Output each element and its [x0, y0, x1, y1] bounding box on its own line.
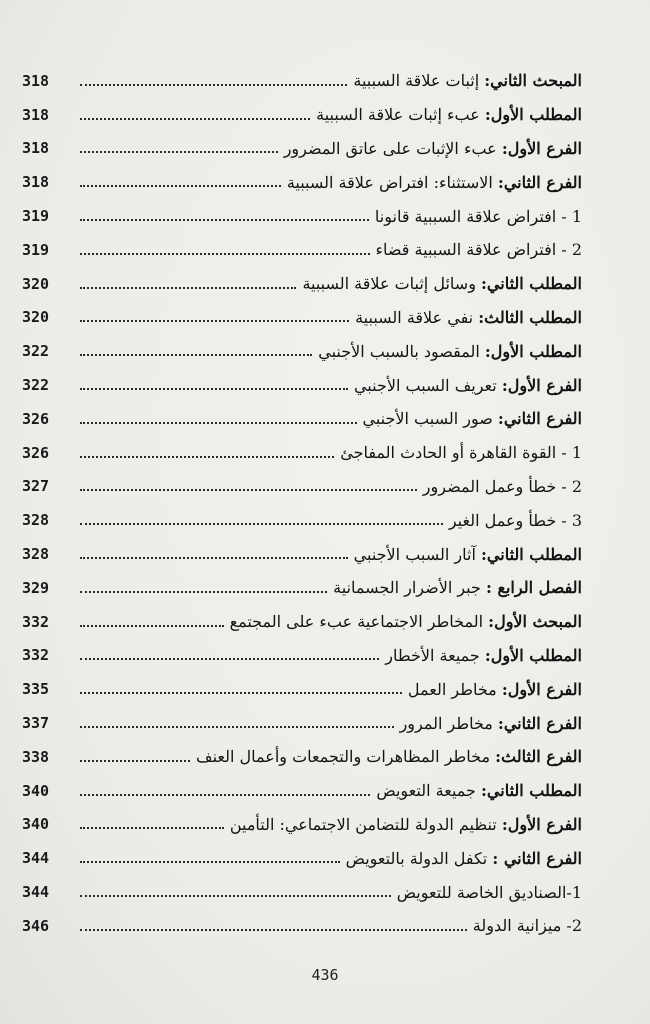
toc-entry-text [230, 612, 582, 631]
toc-entry-label: الفرع الأول: [501, 138, 582, 158]
dot-leader [80, 658, 379, 660]
toc-entry-title: جبر الأضرار الجسمانية [333, 578, 486, 598]
toc-entry-label: الفرع الأول: [501, 679, 582, 699]
toc-entry-text [376, 781, 582, 800]
toc-entry-title: جميعة التعويض [376, 781, 481, 801]
toc-entry-label: الفرع الثالث: [495, 747, 582, 767]
toc-entry-title: 2 - خطأ وعمل المضرور [422, 476, 582, 496]
toc-entry-title: إثبات علاقة السببية [353, 71, 485, 91]
toc-entry-title: مخاطر العمل [407, 679, 502, 699]
toc-entry-label: الفرع الثاني: [497, 713, 582, 733]
toc-entry [22, 267, 582, 301]
toc-entry-title: 1 - القوة القاهرة أو الحادث المفاجئ [340, 443, 582, 463]
toc-entry-text [302, 274, 582, 293]
toc-entry [22, 503, 582, 537]
dot-leader [80, 185, 281, 187]
toc-page-number: 327 [22, 477, 50, 496]
toc-entry-text [354, 376, 582, 395]
toc-entry-title: 1-الصناديق الخاصة للتعويض [396, 882, 582, 902]
toc-entry-text [375, 207, 582, 226]
toc-entry-text [408, 680, 582, 699]
toc-entry-title: المخاطر الاجتماعية عبء على المجتمع [229, 612, 489, 632]
toc-entry-title: نفي علاقة السببية [355, 307, 479, 327]
toc-page-number: 346 [22, 916, 50, 935]
toc-page-number: 340 [22, 781, 50, 800]
toc-entry [22, 909, 582, 943]
toc-entry-title: 2 - افتراض علاقة السببية قضاء [375, 240, 582, 260]
toc-entry-text [318, 342, 582, 361]
toc-entry-text [353, 71, 582, 90]
dot-leader [80, 422, 357, 424]
dot-leader [80, 84, 347, 86]
dot-leader [80, 354, 312, 356]
toc-entry [22, 639, 582, 673]
dot-leader [80, 861, 340, 863]
toc-page-number: 318 [22, 71, 50, 90]
dot-leader [80, 557, 348, 559]
toc-entry-text [376, 240, 582, 259]
toc-entry-text [346, 849, 582, 868]
toc-entry [22, 605, 582, 639]
dot-leader [80, 794, 370, 796]
toc-entry-label: الفصل الرابع : [485, 578, 582, 598]
toc-page-number: 320 [22, 308, 50, 327]
toc-entry-label: المطلب الثاني: [481, 544, 582, 564]
toc-entry-label: المطلب الثالث: [478, 307, 582, 327]
dot-leader [80, 692, 402, 694]
toc-entry [22, 774, 582, 808]
dot-leader [80, 253, 370, 255]
toc-entry-text [423, 477, 582, 496]
toc-entry-title: تنظيم الدولة للتضامن الاجتماعي: التأمين [229, 814, 502, 834]
toc-entry [22, 537, 582, 571]
dot-leader [80, 929, 467, 931]
toc-entry-text [284, 139, 582, 158]
toc-entry-text [287, 173, 582, 192]
toc-entry [22, 132, 582, 166]
dot-leader [80, 726, 394, 728]
toc-entry-label: الفرع الأول: [501, 375, 582, 395]
dot-leader [80, 151, 278, 153]
toc-entry-text [230, 815, 582, 834]
dot-leader [80, 489, 417, 491]
dot-leader [80, 895, 391, 897]
toc-entry-label: المطلب الأول: [484, 105, 582, 125]
toc-page-number: 332 [22, 646, 50, 665]
toc-page-number: 329 [22, 578, 50, 597]
toc-entry [22, 301, 582, 335]
toc-entry [22, 571, 582, 605]
toc-entry [22, 470, 582, 504]
dot-leader [80, 591, 327, 593]
toc-page-number: 319 [22, 240, 50, 259]
dot-leader [80, 456, 334, 458]
toc-entry-label: الفرع الأول: [501, 814, 582, 834]
toc-entry [22, 368, 582, 402]
toc-entry-title: تكفل الدولة بالتعويض [345, 848, 493, 868]
toc-entry [22, 672, 582, 706]
toc-entry-title: 2- ميزانية الدولة [472, 916, 582, 936]
toc-entry-label: الفرع الثاني : [492, 848, 582, 868]
dot-leader [80, 760, 190, 762]
toc-entry-label: الفرع الثاني: [497, 172, 582, 192]
toc-entry [22, 98, 582, 132]
toc-entry-title: وسائل إثبات علاقة السببية [302, 274, 481, 294]
toc-entry-title: مخاطر المرور [399, 713, 498, 733]
toc-entry-text [473, 916, 582, 935]
toc-page-number: 328 [22, 545, 50, 564]
toc-entry-label: المطلب الأول: [484, 645, 582, 665]
toc-entry-title: مخاطر المظاهرات والتجمعات وأعمال العنف [196, 747, 496, 767]
toc-entry-label: المطلب الثاني: [481, 781, 582, 801]
toc-page-number: 344 [22, 849, 50, 868]
toc-entry [22, 875, 582, 909]
toc-page-number: 340 [22, 815, 50, 834]
toc-entry-text [385, 646, 582, 665]
toc-page-number: 326 [22, 443, 50, 462]
toc-page-number: 319 [22, 207, 50, 226]
toc-page-number: 326 [22, 409, 50, 428]
toc-page-number: 337 [22, 714, 50, 733]
toc-entry-text [400, 714, 582, 733]
dot-leader [80, 219, 369, 221]
toc-page-number: 332 [22, 612, 50, 631]
toc-entry [22, 841, 582, 875]
toc-entry-title: آثار السبب الأجنبي [353, 544, 481, 564]
dot-leader [80, 118, 310, 120]
toc-entry-title: صور السبب الأجنبي [362, 409, 498, 429]
toc-entry-label: المطلب الثاني: [481, 274, 582, 294]
page-number: 436 [311, 966, 339, 984]
toc-entry [22, 808, 582, 842]
toc-page-number: 318 [22, 173, 50, 192]
dot-leader [80, 287, 296, 289]
dot-leader [80, 625, 224, 627]
toc-entry [22, 436, 582, 470]
toc-page-number: 318 [22, 105, 50, 124]
toc-entry-text [397, 883, 582, 902]
toc-entry [22, 402, 582, 436]
toc-page-number: 344 [22, 883, 50, 902]
toc-page-number: 338 [22, 747, 50, 766]
toc-entry-title: تعريف السبب الأجنبي [353, 375, 502, 395]
toc-entry-text [333, 578, 582, 597]
toc-entry [22, 199, 582, 233]
toc-page-number: 322 [22, 342, 50, 361]
toc-entry [22, 334, 582, 368]
toc-entry-text [196, 747, 582, 766]
toc-entry-text [449, 511, 582, 530]
dot-leader [80, 827, 224, 829]
toc-entry-title: جميعة الأخطار [385, 645, 485, 665]
toc-page-number: 328 [22, 511, 50, 530]
toc-entry [22, 740, 582, 774]
toc-entry-text [354, 545, 582, 564]
toc-page-number: 322 [22, 376, 50, 395]
dot-leader [80, 523, 443, 525]
toc-entry-label: المطلب الأول: [484, 341, 582, 361]
toc-entry-title: 3 - خطأ وعمل الغير [448, 510, 582, 530]
toc-entry-text [355, 308, 582, 327]
toc-entry-text [363, 409, 583, 428]
toc-page-number: 318 [22, 139, 50, 158]
toc-entry-title: الاستثناء: افتراض علاقة السببية [286, 172, 498, 192]
dot-leader [80, 320, 349, 322]
toc-entry-label: المبحث الثاني: [484, 71, 582, 91]
table-of-contents [22, 64, 582, 943]
toc-entry-title: عبء الإثبات على عاتق المضرور [283, 138, 502, 158]
toc-entry [22, 233, 582, 267]
toc-page-number: 320 [22, 274, 50, 293]
dot-leader [80, 388, 348, 390]
toc-entry-text [340, 443, 582, 462]
toc-entry-label: المبحث الأول: [488, 612, 582, 632]
toc-entry [22, 64, 582, 98]
toc-entry-title: 1 - افتراض علاقة السببية قانونا [374, 206, 582, 226]
toc-entry [22, 706, 582, 740]
toc-entry-title: عبء إثبات علاقة السببية [316, 105, 485, 125]
toc-entry-title: المقصود بالسبب الأجنبي [318, 341, 485, 361]
toc-page-number: 335 [22, 680, 50, 699]
toc-entry-text [316, 105, 582, 124]
toc-entry-label: الفرع الثاني: [497, 409, 582, 429]
toc-entry [22, 165, 582, 199]
